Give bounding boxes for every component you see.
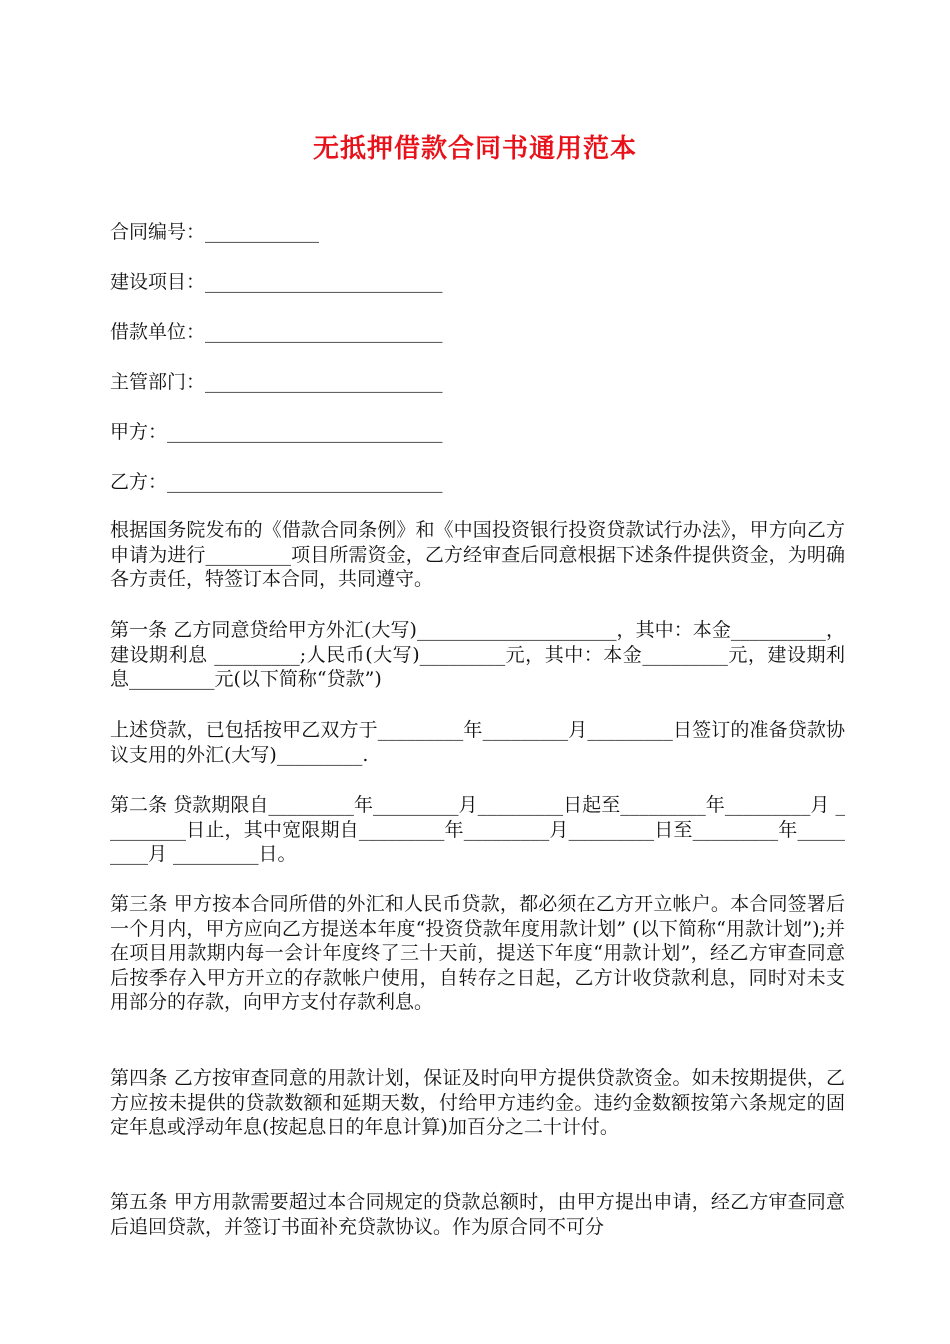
document-title: 无抵押借款合同书通用范本 bbox=[312, 134, 637, 164]
article-4-paragraph: 第四条 乙方按审查同意的用款计划，保证及时向甲方提供贷款资金。如未按期提供，乙方应按未提供的贷款数额和延期天数，付给甲方违约金。违约金数额按第六条规定的固定年息或浮动年息(按起息日的年息计算)加百分之二十计付。 bbox=[110, 1067, 845, 1139]
article-1-paragraph: 第一条 乙方同意贷给甲方外汇(大写)_____________________，其中：本金__________，建设期利息 _________;人民币(大写)_________元，其中：本金_________元，建设期利息_________元(以下简称“贷款”) bbox=[110, 619, 845, 691]
contract-number-field: 合同编号：____________ bbox=[110, 221, 320, 243]
department-field: 主管部门：_________________________ bbox=[110, 371, 443, 393]
project-field: 建设项目：_________________________ bbox=[110, 271, 443, 293]
borrower-field: 借款单位：_________________________ bbox=[110, 321, 443, 343]
article-5-paragraph: 第五条 甲方用款需要超过本合同规定的贷款总额时，由甲方提出申请，经乙方审查同意后追回贷款，并签订书面补充贷款协议。作为原合同不可分 bbox=[110, 1191, 845, 1238]
party-a-field: 甲方：_____________________________ bbox=[110, 421, 443, 443]
article-3-paragraph: 第三条 甲方按本合同所借的外汇和人民币贷款，都必须在乙方开立帐户。本合同签署后一个月内，甲方应向乙方提送本年度“投资贷款年度用款计划” (以下简称“用款计划”);并在项目用款期内每一会计年度终了三十天前，提送下年度“用款计划”，经乙方审查同意后按季存入甲方开立的存款帐户使用，自转存之日起，乙方计收贷款利息，同时对未支用部分的存款，向甲方支付存款利息。 bbox=[110, 893, 845, 1014]
preamble-paragraph: 根据国务院发布的《借款合同条例》和《中国投资银行投资贷款试行办法》，甲方向乙方申请为进行_________项目所需资金，乙方经审查后同意根据下述条件提供资金，为明确各方责任，特签订本合同，共同遵守。 bbox=[110, 519, 845, 591]
party-b-field: 乙方：_____________________________ bbox=[110, 471, 443, 493]
loan-note-paragraph: 上述贷款，已包括按甲乙双方于_________年_________月_________日签订的准备贷款协议支用的外汇(大写)_________. bbox=[110, 719, 845, 766]
article-2-paragraph: 第二条 贷款期限自_________年_________月_________日起至_________年_________月 _________日止，其中宽限期自_________年_________月_________日至_________年_________月 _________日。 bbox=[110, 794, 845, 866]
